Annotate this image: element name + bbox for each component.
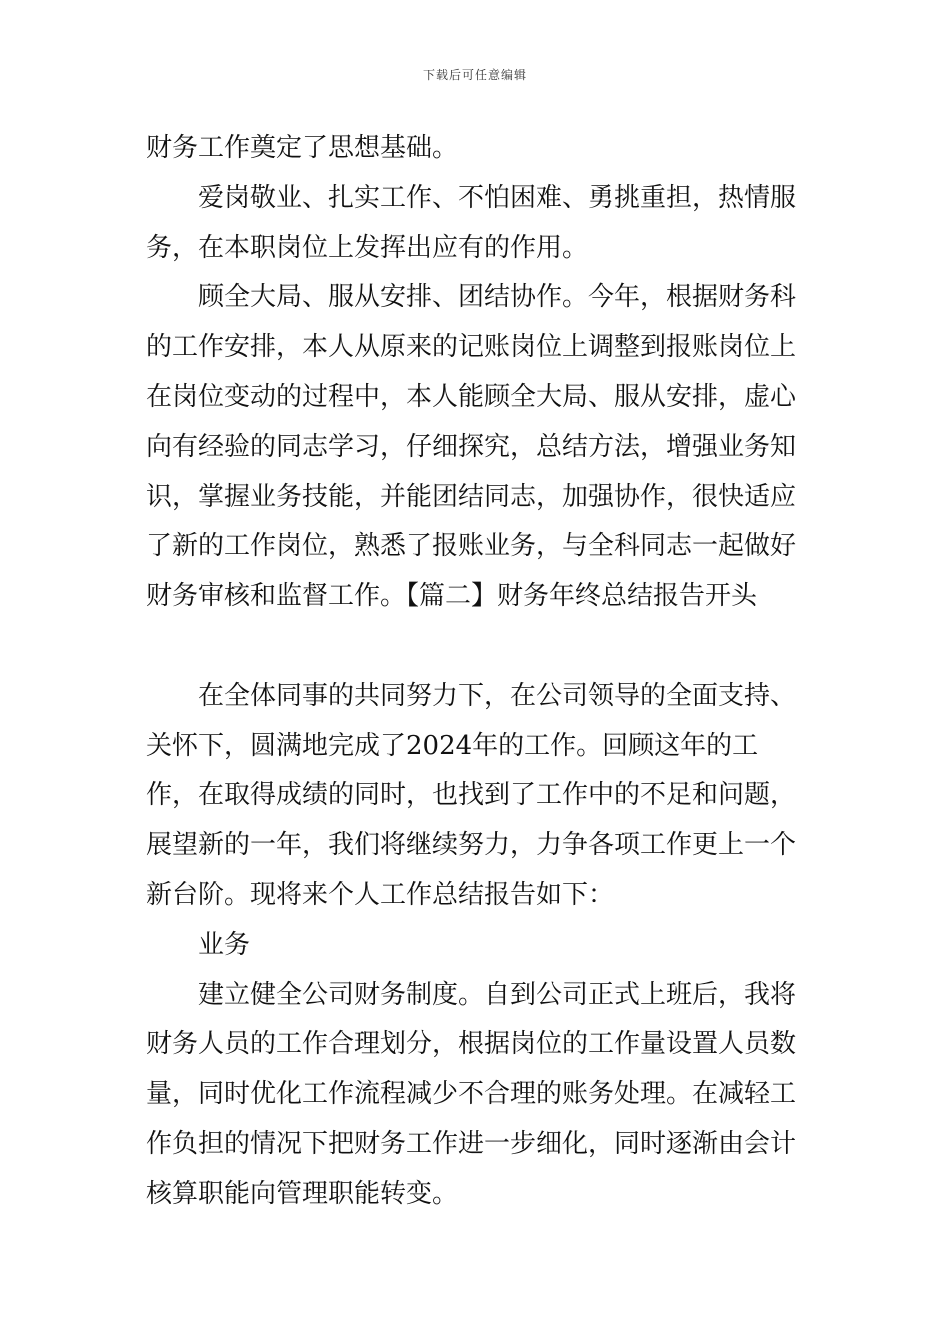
paragraph-gap <box>146 622 810 672</box>
paragraph-intro: 在全体同事的共同努力下，在公司领导的全面支持、关怀下，圆满地完成了2024年的工作。回顾这年的工作，在取得成绩的同时，也找到了工作中的不足和问题，展望新的一年，我们将继续努力，力争各项工作更上一个新台阶。现将来个人工作总结报告如下： <box>146 680 797 910</box>
paragraph-teamwork: 顾全大局、服从安排、团结协作。今年，根据财务科的工作安排，本人从原来的记账岗位上调整到报账岗位上在岗位变动的过程中，本人能顾全大局、服从安排，虚心向有经验的同志学习，仔细探究，总结方法，增强业务知识，掌握业务技能，并能团结同志，加强协作，很快适应了新的工作岗位，熟悉了报账业务，与全科同志一起做好财务审核和监督工作。【篇二】财务年终总结报告开头 <box>146 282 797 612</box>
section-heading-business: 业务 <box>198 929 251 960</box>
paragraph-finance-system: 建立健全公司财务制度。自到公司正式上班后，我将财务人员的工作合理划分，根据岗位的工作量设置人员数量，同时优化工作流程减少不合理的账务处理。在减轻工作负担的情况下把财务工作进一步细化，同时逐渐由会计核算职能向管理职能转变。 <box>146 979 797 1209</box>
document-body <box>146 124 810 1220</box>
paragraph-dedication: 爱岗敬业、扎实工作、不怕困难、勇挑重担，热情服务，在本职岗位上发挥出应有的作用。 <box>146 182 797 263</box>
paragraph-continuation: 财务工作奠定了思想基础。 <box>146 133 459 163</box>
header-note: 下载后可任意编辑 <box>422 68 527 82</box>
